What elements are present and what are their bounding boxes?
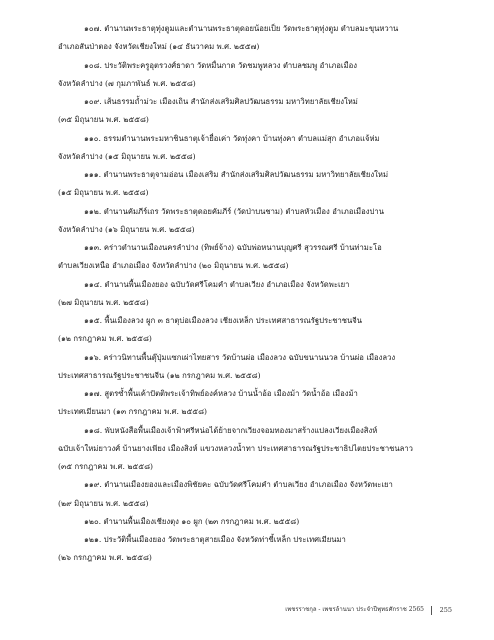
bibliography-entry (58, 531, 442, 568)
entry-first-line: ๑๑๒. ตำนานคัมภีร์เถร วัดพระธาตุดอยคัมภีร์ (วัดป่าบนชาม) ตำบลหัวเมือง อำเภอเมืองปาน (84, 206, 384, 216)
entry-continuation-line: (๑๒ กรกฎาคม พ.ศ. ๒๕๕๘) (58, 334, 152, 344)
bibliography-entry (58, 276, 442, 313)
bibliography-entry (58, 385, 442, 422)
entry-first-line: ๑๒๑. ประวัติพื้นเมืองยอง วัดพระธาตุสายเมือง จังหวัดท่าขี้เหล็ก ประเทศเมียนมา (84, 535, 346, 544)
bibliography-entry (58, 93, 442, 130)
entry-first-line: ๑๑๙. ตำนานเมืองยองและเมืองพิชัยคะ ฉบับวัดศรีโคมคำ ตำบลเวียง อำเภอเมือง จังหวัดพะเยา (84, 480, 393, 490)
entry-continuation-line: จังหวัดลำปาง (๑๖ มิถุนายน พ.ศ. ๒๕๕๘) (58, 224, 195, 234)
entry-continuation-line: (๓๕ มิถุนายน พ.ศ. ๒๕๕๘) (58, 115, 149, 125)
entry-continuation-line: (๒๗ มิถุนายน พ.ศ. ๒๕๕๘) (58, 297, 149, 307)
page-number: 255 (439, 606, 452, 614)
page-footer (0, 604, 494, 616)
entry-first-line: ๑๐๘. ประวัติพระครูอุตรวงศ์ธาดา วัดหมื่นกาด วัดชมพูหลวง ตำบลชมพู อำเภอเมือง (84, 60, 357, 70)
entry-first-line: ๑๑๕. พื้นเมืองลวง ผูก ๓ ธาตุบ่อเมืองลวง เชียงเหล็ก ประเทศสาธารณรัฐประชาชนจีน (84, 316, 363, 325)
bibliography-entry (58, 349, 442, 386)
bibliography-entry (58, 203, 442, 240)
entry-continuation-line: ตำบลเวียงเหนือ อำเภอเมือง จังหวัดลำปาง (๒๐ มิถุนายน พ.ศ. ๒๕๕๘) (58, 261, 289, 271)
bibliography-entry (58, 513, 442, 531)
entry-continuation-line: (๑๕ มิถุนายน พ.ศ. ๒๕๕๘) (58, 188, 149, 198)
bibliography-entry (58, 239, 442, 276)
journal-title: เพชรราชกุล - เพชรล้านนา ประจำปีพุทธศักราช 2565 (285, 606, 424, 613)
entry-continuation-line: จังหวัดลำปาง (๗ กุมภาพันธ์ พ.ศ. ๒๕๕๘) (58, 78, 196, 88)
entry-continuation-line: (๒๙ มิถุนายน พ.ศ. ๒๕๕๘) (58, 498, 149, 508)
bibliography-entry (58, 166, 442, 203)
entry-first-line: ๑๒๐. ตำนานพื้นเมืองเชียงตุง ๑๐ ผูก (๒๓ กรกฎาคม พ.ศ. ๒๕๕๘) (84, 516, 300, 526)
entry-continuation-line: ฉบับเจ้าใหม่ยาวงศ์ บ้านยางเพียง เมืองสิงห์ แขวงหลวงน้ำทา ประเทศสาธารณรัฐประชาธิปไตยประชาชนลาว (58, 443, 413, 453)
entry-first-line: ๑๑๓. คร่าวตำนานเมืองนครลำปาง (ทิพย์จ้าง) ฉบับพ่อหนานบุญศรี สุวรรณศรี บ้านท่ามะโอ (84, 243, 382, 252)
entry-first-line: ๑๑๔. ตำนานพื้นเมืองยอง ฉบับวัดศรีโคมคำ ตำบลเวียง อำเภอเมือง จังหวัดพะเยา (84, 279, 350, 289)
entry-first-line: ๑๑๖. คร่าวนิทานพื้นตุ๊ปุ่มแซกเผ่าไทยสาร วัดบ้านผ่อ เมืองลวง ฉบับขนานนวล บ้านผ่อ เมืองลวง (84, 352, 396, 362)
entry-first-line: ๑๑๘. พับหนังสือพื้นเมืองเจ้าฟ้าศรีหน่อได้ย้ายจากเวียงจอมทองมาสร้างแปลงเวียงเมืองสิงห์ (84, 425, 378, 435)
entry-first-line: ๑๑๑. ตำนานพระธาตุจามอ่อน เมืองเสริม สำนักส่งเสริมศิลปวัฒนธรรม มหาวิทยาลัยเชียงใหม่ (84, 170, 389, 179)
entry-continuation-line: ประเทศสาธารณรัฐประชาชนจีน (๑๒ กรกฎาคม พ.ศ. ๒๕๕๘) (58, 370, 261, 380)
entry-continuation-line: จังหวัดลำปาง (๑๕ มิถุนายน พ.ศ. ๒๕๕๘) (58, 151, 196, 161)
entry-first-line: ๑๑๗. สูตรซ้ำพื้นเค้าปัตติพระเจ้าทิพย์องค์หลวง บ้านน้ำอ้อ เมืองม้า วัดน้ำอ้อ เมืองม้า (84, 389, 358, 398)
entry-continuation-line: (๒๖ กรกฎาคม พ.ศ. ๒๕๕๘) (58, 553, 152, 563)
bibliography-entry (58, 20, 442, 57)
entry-continuation-line: (๓๕ กรกฎาคม พ.ศ. ๒๕๕๘) (58, 462, 153, 471)
footer-divider (431, 606, 432, 615)
bibliography-entry (58, 476, 442, 513)
entry-first-line: ๑๑๐. ธรรมตำนานพระมหาชินธาตุเจ้ายื่อเค่า วัดทุ่งคา บ้านทุ่งคา ตำบลแม่สุก อำเภอแจ้ห่ม (84, 133, 380, 143)
entry-first-line: ๑๐๗. ตำนานพระธาตุทุ่งตูมและตำนานพระธาตุดอยน้อยเป็ย วัดพระธาตุทุ่งตูม ตำบลมะขุนหวาน (84, 24, 399, 33)
bibliography-entry (58, 57, 442, 94)
bibliography-entry (58, 312, 442, 349)
entry-continuation-line: ประเทศเมียนมา (๑๓ กรกฎาคม พ.ศ. ๒๕๕๘) (58, 407, 208, 417)
entry-continuation-line: อำเภอสันป่าตอง จังหวัดเชียงใหม่ (๑๔ ธันวาคม พ.ศ. ๒๕๕๗) (58, 42, 260, 52)
bibliography-entry (58, 422, 442, 477)
entry-first-line: ๑๐๙. เส้นธรรมถ้ำม่วะ เมืองเถิน สำนักส่งเสริมศิลปวัฒนธรรม มหาวิทยาลัยเชียงใหม่ (84, 97, 358, 106)
bibliography-entry (58, 130, 442, 167)
bibliography-list (58, 20, 442, 568)
